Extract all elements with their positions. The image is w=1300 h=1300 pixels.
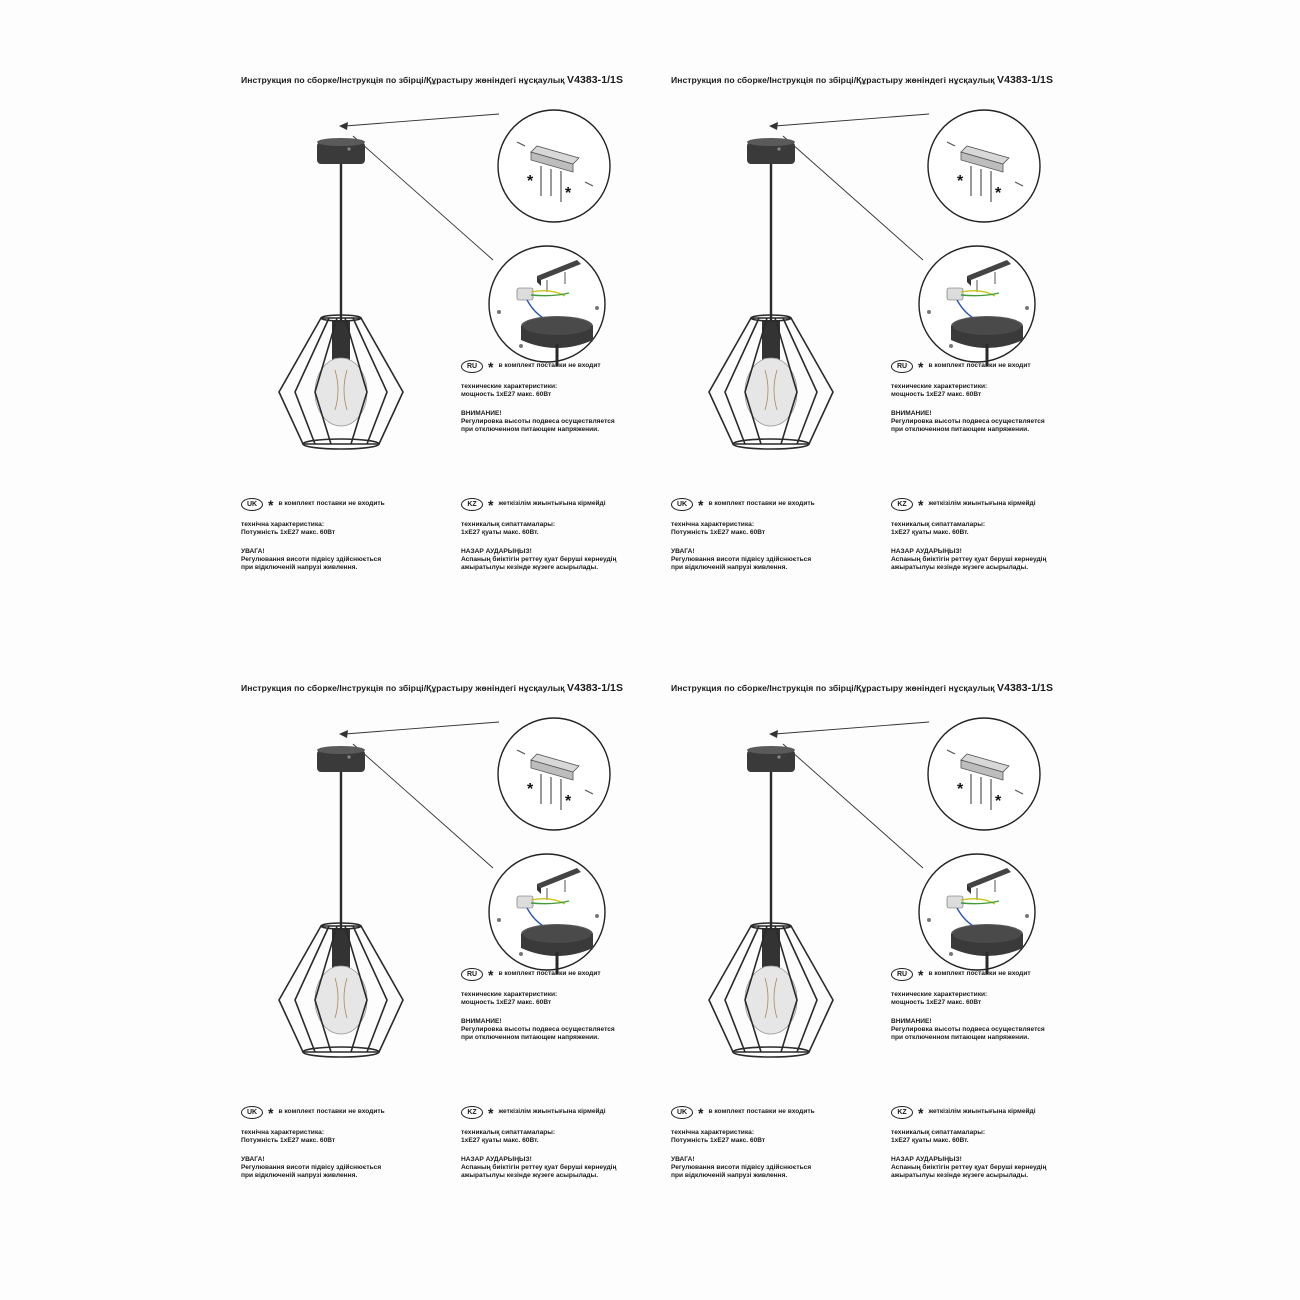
uk-note: в комплект поставки не входить (708, 1108, 815, 1116)
asterisk-icon: * (488, 1104, 494, 1121)
detail-bracket-screws (928, 110, 1040, 222)
uk-spec-title: технічна характеристика: (671, 1129, 755, 1136)
detail-bracket-screws (498, 110, 610, 222)
uk-section (241, 1106, 385, 1190)
ru-warning-title: ВНИМАНИЕ! (461, 1017, 502, 1025)
model-number: V4383-1/1S (567, 74, 624, 86)
ceiling-canopy (747, 746, 795, 772)
kz-spec: 1хЕ27 қуаты макс. 60Вт. (891, 1137, 969, 1145)
ru-spec: мощность 1хЕ27 макс. 60Вт (891, 391, 982, 399)
title-text: Инструкция по сборке/Інструкція по збірці/Құрастыру жөніндегі нұсқаулық (671, 683, 995, 693)
kz-language-badge: KZ (461, 498, 483, 511)
ru-note: в комплект поставки не входит (498, 970, 601, 978)
ru-language-badge: RU (461, 360, 483, 373)
ru-language-badge: RU (461, 968, 483, 981)
ru-note: в комплект поставки не входит (928, 362, 1031, 370)
pendant-shade (709, 923, 833, 1057)
asterisk-marker: * (527, 781, 534, 798)
uk-section (241, 498, 385, 582)
model-number: V4383-1/1S (567, 682, 624, 694)
asterisk-icon: * (268, 496, 274, 513)
uk-warning-line-1: Регулювання висоти підвісу здійснюється (241, 1163, 382, 1171)
uk-note: в комплект поставки не входить (278, 1108, 385, 1116)
uk-spec-title: технічна характеристика: (241, 521, 325, 528)
uk-note: в комплект поставки не входить (278, 500, 385, 508)
kz-warning-line-2: ажыратылуы кезінде жүзеге асырылады. (891, 1172, 1029, 1180)
arrow-head-icon (769, 730, 778, 738)
ru-section (461, 968, 615, 1052)
ru-warning-line-1: Регулировка высоты подвеса осуществляется (461, 417, 615, 425)
instruction-panel (671, 74, 1101, 634)
asterisk-marker: * (957, 173, 964, 190)
pointer-arrows (775, 722, 929, 868)
kz-spec-title: техникалық сипаттамалары: (461, 521, 556, 528)
kz-section (891, 1106, 1046, 1190)
uk-warning-line-1: Регулювання висоти підвісу здійснюється (671, 555, 812, 563)
kz-warning-line-2: ажыратылуы кезінде жүзеге асырылады. (461, 564, 599, 572)
pendant-shade (709, 315, 833, 449)
kz-warning-title: НАЗАР АУДАРЫҢЫЗ! (461, 547, 532, 555)
kz-note: жеткізілім жиынтығына кірмейді (928, 1108, 1036, 1116)
asterisk-marker: * (527, 173, 534, 190)
arrow-head-icon (769, 122, 778, 130)
uk-section (671, 498, 815, 582)
asterisk-icon: * (918, 966, 924, 983)
ru-spec-title: технические характеристики: (891, 383, 988, 390)
uk-spec-title: технічна характеристика: (671, 521, 755, 528)
pointer-arrows (345, 114, 499, 260)
uk-language-badge: UK (671, 498, 693, 511)
uk-section (671, 1106, 815, 1190)
ru-spec: мощность 1хЕ27 макс. 60Вт (461, 391, 552, 399)
kz-spec: 1хЕ27 қуаты макс. 60Вт. (891, 529, 969, 537)
kz-note: жеткізілім жиынтығына кірмейді (498, 1108, 606, 1116)
title-text: Инструкция по сборке/Інструкція по збірці/Құрастыру жөніндегі нұсқаулық (241, 683, 565, 693)
uk-warning-line-2: при відключеній напрузі живлення. (241, 1172, 358, 1180)
ceiling-canopy (317, 746, 365, 772)
kz-spec-title: техникалық сипаттамалары: (891, 1129, 986, 1136)
detail-wiring-connection (489, 854, 605, 974)
uk-warning-line-2: при відключеній напрузі живлення. (241, 564, 358, 572)
pointer-arrows (345, 722, 499, 868)
asterisk-icon: * (918, 358, 924, 375)
ru-language-badge: RU (891, 968, 913, 981)
pendant-shade (279, 923, 403, 1057)
arrow-head-icon (339, 730, 348, 738)
asterisk-icon: * (268, 1104, 274, 1121)
model-number: V4383-1/1S (997, 682, 1054, 694)
uk-spec-title: технічна характеристика: (241, 1129, 325, 1136)
ru-spec: мощность 1хЕ27 макс. 60Вт (461, 999, 552, 1007)
ru-warning-line-1: Регулировка высоты подвеса осуществляется (891, 417, 1045, 425)
ru-note: в комплект поставки не входит (928, 970, 1031, 978)
asterisk-icon: * (488, 966, 494, 983)
pointer-arrows (775, 114, 929, 260)
instruction-panel (241, 74, 671, 634)
kz-warning-line-1: Аспаның биіктігін реттеу қуат беруші кернеудің (461, 555, 617, 563)
ru-note: в комплект поставки не входит (498, 362, 601, 370)
kz-warning-title: НАЗАР АУДАРЫҢЫЗ! (891, 547, 962, 555)
uk-language-badge: UK (671, 1106, 693, 1119)
kz-spec: 1хЕ27 қуаты макс. 60Вт. (461, 1137, 539, 1145)
asterisk-icon: * (918, 1104, 924, 1121)
kz-language-badge: KZ (891, 498, 913, 511)
uk-warning-line-1: Регулювання висоти підвісу здійснюється (241, 555, 382, 563)
ru-warning-line-1: Регулировка высоты подвеса осуществляется (461, 1025, 615, 1033)
uk-language-badge: UK (241, 498, 263, 511)
uk-warning-title: УВАГА! (241, 547, 265, 555)
asterisk-icon: * (488, 496, 494, 513)
ceiling-canopy (317, 138, 365, 164)
kz-spec: 1хЕ27 қуаты макс. 60Вт. (461, 529, 539, 537)
kz-warning-line-1: Аспаның биіктігін реттеу қуат беруші кернеудің (461, 1163, 617, 1171)
uk-warning-line-2: при відключеній напрузі живлення. (671, 1172, 788, 1180)
asterisk-icon: * (698, 496, 704, 513)
ru-warning-title: ВНИМАНИЕ! (891, 409, 932, 417)
detail-wiring-connection (919, 246, 1035, 366)
uk-note: в комплект поставки не входить (708, 500, 815, 508)
kz-section (891, 498, 1046, 582)
ru-warning-line-1: Регулировка высоты подвеса осуществляется (891, 1025, 1045, 1033)
kz-section (461, 1106, 616, 1190)
kz-section (461, 498, 616, 582)
uk-spec: Потужність 1хЕ27 макс. 60Вт (671, 1137, 766, 1145)
ru-spec: мощность 1хЕ27 макс. 60Вт (891, 999, 982, 1007)
kz-language-badge: KZ (891, 1106, 913, 1119)
ru-spec-title: технические характеристики: (461, 383, 558, 390)
asterisk-icon: * (488, 358, 494, 375)
uk-warning-line-1: Регулювання висоти підвісу здійснюється (671, 1163, 812, 1171)
uk-warning-title: УВАГА! (671, 1155, 695, 1163)
uk-warning-title: УВАГА! (671, 547, 695, 555)
ru-spec-title: технические характеристики: (461, 991, 558, 998)
asterisk-marker: * (565, 185, 572, 202)
kz-note: жеткізілім жиынтығына кірмейді (498, 500, 606, 508)
asterisk-icon: * (698, 1104, 704, 1121)
ru-section (891, 968, 1045, 1052)
kz-spec-title: техникалық сипаттамалары: (891, 521, 986, 528)
asterisk-marker: * (565, 793, 572, 810)
ru-section (891, 360, 1045, 444)
model-number: V4383-1/1S (997, 74, 1054, 86)
ru-warning-line-2: при отключенном питающем напряжении. (461, 426, 600, 434)
asterisk-marker: * (995, 185, 1002, 202)
kz-warning-line-1: Аспаның биіктігін реттеу қуат беруші кернеудің (891, 1163, 1047, 1171)
uk-spec: Потужність 1хЕ27 макс. 60Вт (671, 529, 766, 537)
kz-warning-title: НАЗАР АУДАРЫҢЫЗ! (891, 1155, 962, 1163)
kz-warning-title: НАЗАР АУДАРЫҢЫЗ! (461, 1155, 532, 1163)
asterisk-icon: * (918, 496, 924, 513)
uk-spec: Потужність 1хЕ27 макс. 60Вт (241, 529, 336, 537)
ru-warning-line-2: при отключенном питающем напряжении. (891, 1034, 1030, 1042)
instruction-panel (671, 682, 1101, 1242)
ru-language-badge: RU (891, 360, 913, 373)
uk-language-badge: UK (241, 1106, 263, 1119)
pendant-shade (279, 315, 403, 449)
title-text: Инструкция по сборке/Інструкція по збірці/Құрастыру жөніндегі нұсқаулық (241, 75, 565, 85)
uk-spec: Потужність 1хЕ27 макс. 60Вт (241, 1137, 336, 1145)
ru-section (461, 360, 615, 444)
kz-note: жеткізілім жиынтығына кірмейді (928, 500, 1036, 508)
ceiling-canopy (747, 138, 795, 164)
kz-language-badge: KZ (461, 1106, 483, 1119)
ru-warning-title: ВНИМАНИЕ! (891, 1017, 932, 1025)
arrow-head-icon (339, 122, 348, 130)
title-text: Инструкция по сборке/Інструкція по збірці/Құрастыру жөніндегі нұсқаулық (671, 75, 995, 85)
detail-bracket-screws (928, 718, 1040, 830)
detail-wiring-connection (919, 854, 1035, 974)
ru-warning-line-2: при отключенном питающем напряжении. (461, 1034, 600, 1042)
instruction-panel (241, 682, 671, 1242)
asterisk-marker: * (957, 781, 964, 798)
kz-warning-line-2: ажыратылуы кезінде жүзеге асырылады. (891, 564, 1029, 572)
asterisk-marker: * (995, 793, 1002, 810)
detail-wiring-connection (489, 246, 605, 366)
kz-spec-title: техникалық сипаттамалары: (461, 1129, 556, 1136)
kz-warning-line-2: ажыратылуы кезінде жүзеге асырылады. (461, 1172, 599, 1180)
uk-warning-title: УВАГА! (241, 1155, 265, 1163)
ru-warning-title: ВНИМАНИЕ! (461, 409, 502, 417)
kz-warning-line-1: Аспаның биіктігін реттеу қуат беруші кернеудің (891, 555, 1047, 563)
detail-bracket-screws (498, 718, 610, 830)
ru-warning-line-2: при отключенном питающем напряжении. (891, 426, 1030, 434)
uk-warning-line-2: при відключеній напрузі живлення. (671, 564, 788, 572)
ru-spec-title: технические характеристики: (891, 991, 988, 998)
